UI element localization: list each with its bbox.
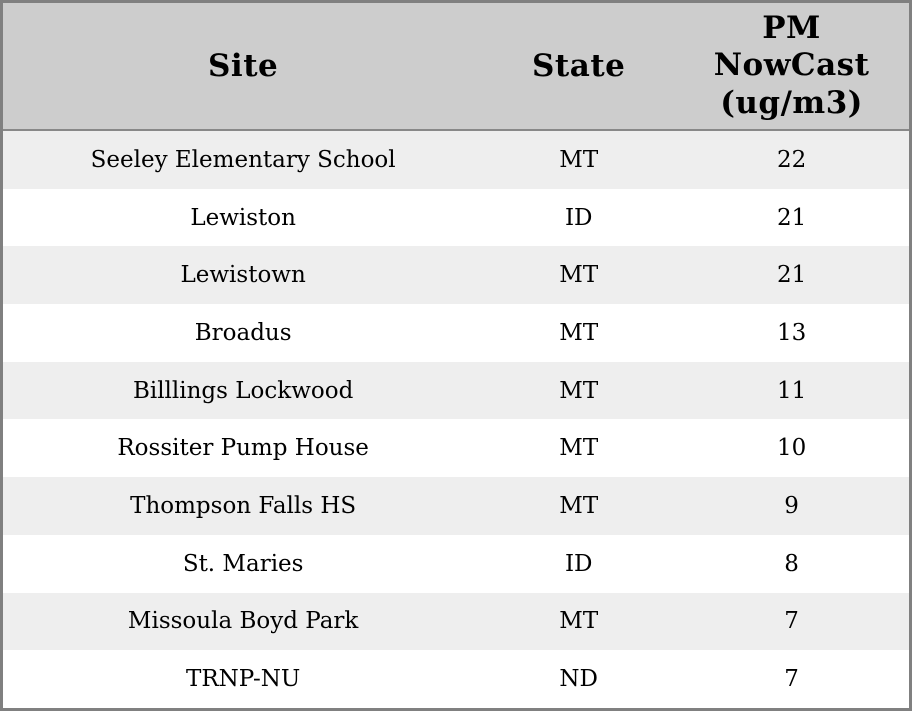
table-body — [2, 130, 911, 710]
pm-nowcast-cell: 10 — [776, 435, 807, 462]
table-row — [2, 189, 911, 247]
site-cell: Broadus — [194, 319, 292, 346]
column-header-pm-nowcast-label: PM NowCast (ug/m3) — [713, 10, 870, 121]
pm-nowcast-cell: 7 — [784, 608, 799, 635]
table-row — [2, 246, 911, 304]
site-cell: Missoula Boyd Park — [127, 608, 359, 635]
site-cell: Billlings Lockwood — [132, 377, 354, 404]
table-row — [2, 362, 911, 420]
table-row — [2, 477, 911, 535]
site-cell: Seeley Elementary School — [90, 146, 396, 173]
site-cell: St. Maries — [182, 550, 304, 577]
site-cell: TRNP-NU — [186, 666, 301, 693]
pm-nowcast-cell: 8 — [784, 550, 799, 577]
site-cell: Thompson Falls HS — [130, 492, 357, 519]
pm-nowcast-cell: 21 — [776, 204, 807, 231]
pm-nowcast-cell: 9 — [784, 492, 799, 519]
pm-nowcast-cell: 13 — [776, 319, 807, 346]
state-cell: ND — [559, 666, 598, 693]
table-row — [2, 593, 911, 651]
state-cell: MT — [559, 262, 599, 289]
table-row — [2, 650, 911, 709]
site-cell: Rossiter Pump House — [117, 435, 369, 462]
table-row — [2, 419, 911, 477]
column-header-site: Site — [2, 2, 484, 131]
state-cell: MT — [559, 146, 599, 173]
state-cell: ID — [564, 204, 593, 231]
table-row — [2, 130, 911, 189]
table-header — [2, 2, 911, 131]
pm-nowcast-cell: 22 — [776, 146, 807, 173]
state-cell: MT — [559, 377, 599, 404]
state-cell: MT — [559, 319, 599, 346]
table-row — [2, 535, 911, 593]
pm-nowcast-cell: 7 — [784, 666, 799, 693]
column-header-pm-nowcast — [674, 2, 910, 131]
pm-nowcast-cell: 11 — [776, 377, 807, 404]
column-header-state: State — [483, 2, 674, 131]
state-cell: MT — [559, 435, 599, 462]
state-cell: ID — [564, 550, 593, 577]
pm-nowcast-cell: 21 — [776, 262, 807, 289]
state-cell: MT — [559, 492, 599, 519]
state-cell: MT — [559, 608, 599, 635]
site-cell: Lewiston — [190, 204, 296, 231]
table-row — [2, 304, 911, 362]
site-cell: Lewistown — [180, 262, 306, 289]
header-row — [2, 2, 911, 131]
